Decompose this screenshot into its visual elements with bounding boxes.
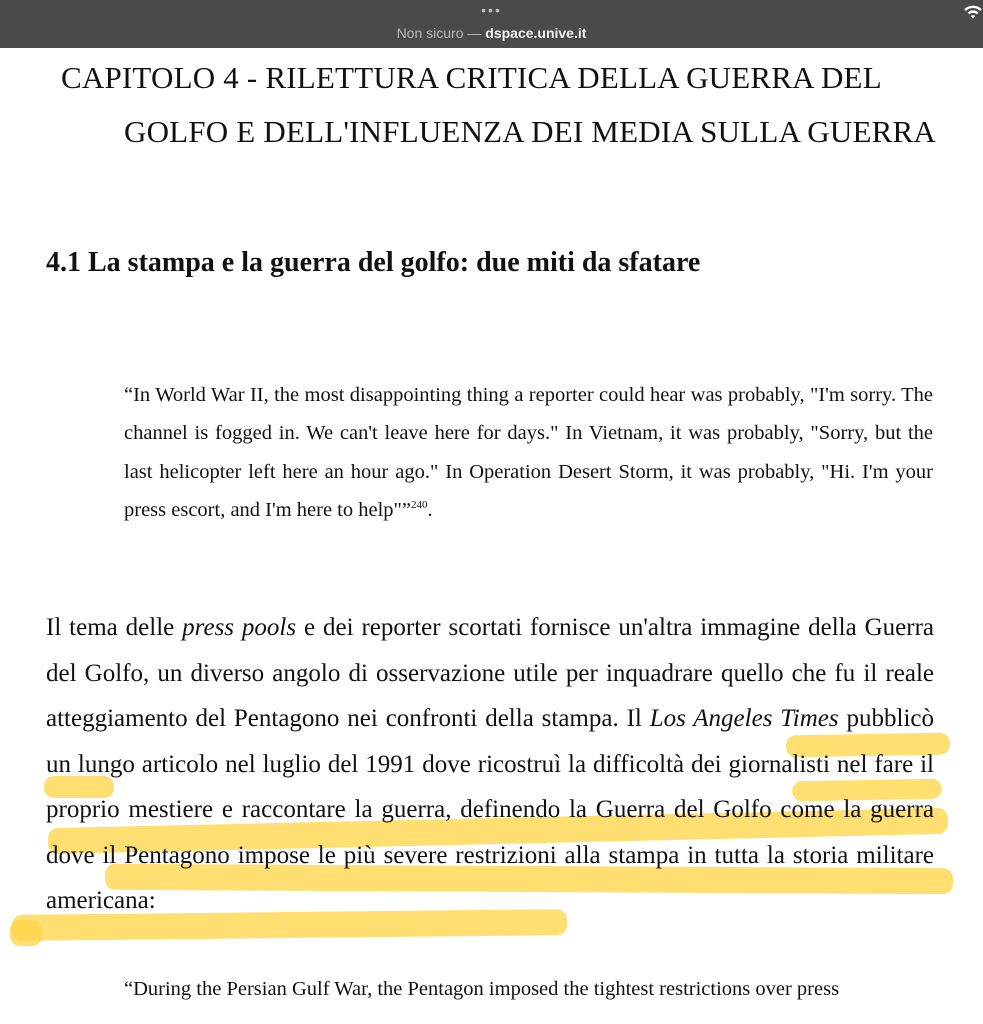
footnote-ref[interactable]: 240	[411, 498, 428, 511]
tab-menu-dots[interactable]: •••	[481, 2, 502, 18]
browser-toolbar	[0, 0, 983, 48]
block-quote	[124, 970, 933, 1008]
section-heading: 4.1 La stampa e la guerra del golfo: due miti da sfatare	[46, 247, 701, 278]
domain-label: dspace.unive.it	[485, 25, 587, 41]
paragraph-italic-term: press pools	[182, 614, 297, 641]
quote-text: “During the Persian Gulf War, the Pentagon imposed the tightest restrictions over press	[124, 978, 840, 1000]
block-quote	[124, 376, 933, 529]
paragraph-text: pubblicò un lungo articolo nel luglio del 1991 dove ricostruì la difficoltà dei giornalisti nel fare il proprio mestiere e raccontare la guerra, definendo la Guerra del Golfo come la guerra dove il Pentagono impose le più severe restrizioni alla stampa in tutta la storia militare americana:	[46, 705, 934, 914]
body-paragraph	[46, 605, 934, 924]
paragraph-text: Il tema delle	[46, 614, 183, 641]
paragraph-text: e dei reporter scortati fornisce un'altra immagine della Guerra del Golfo, un diverso angolo di osservazione utile per inquadrare quello che fu il reale atteggiamento del Pentagono nei confronti della stampa. Il	[46, 614, 934, 732]
quote-end: .	[427, 498, 433, 521]
paragraph-italic-publication: Los Angeles Times	[649, 705, 839, 732]
highlight-stroke	[10, 920, 42, 946]
security-label: Non sicuro —	[396, 25, 482, 41]
address-bar[interactable]	[0, 24, 983, 42]
wifi-icon	[963, 4, 983, 20]
chapter-title-line-2: GOLFO E DELL'INFLUENZA DEI MEDIA SULLA GUERRA	[124, 114, 936, 149]
chapter-title-line-1: CAPITOLO 4 - RILETTURA CRITICA DELLA GUERRA DEL	[61, 60, 882, 95]
quote-text: “In World War II, the most disappointing thing a reporter could hear was probably, "I'm sorry. The channel is fogged in. We can't leave here for days." In Vietnam, it was probably, "Sorry, but the last helicopter left here an hour ago." In Operation Desert Storm, it was probably, "Hi. I'm your press escort, and I'm here to help"”	[124, 384, 933, 521]
